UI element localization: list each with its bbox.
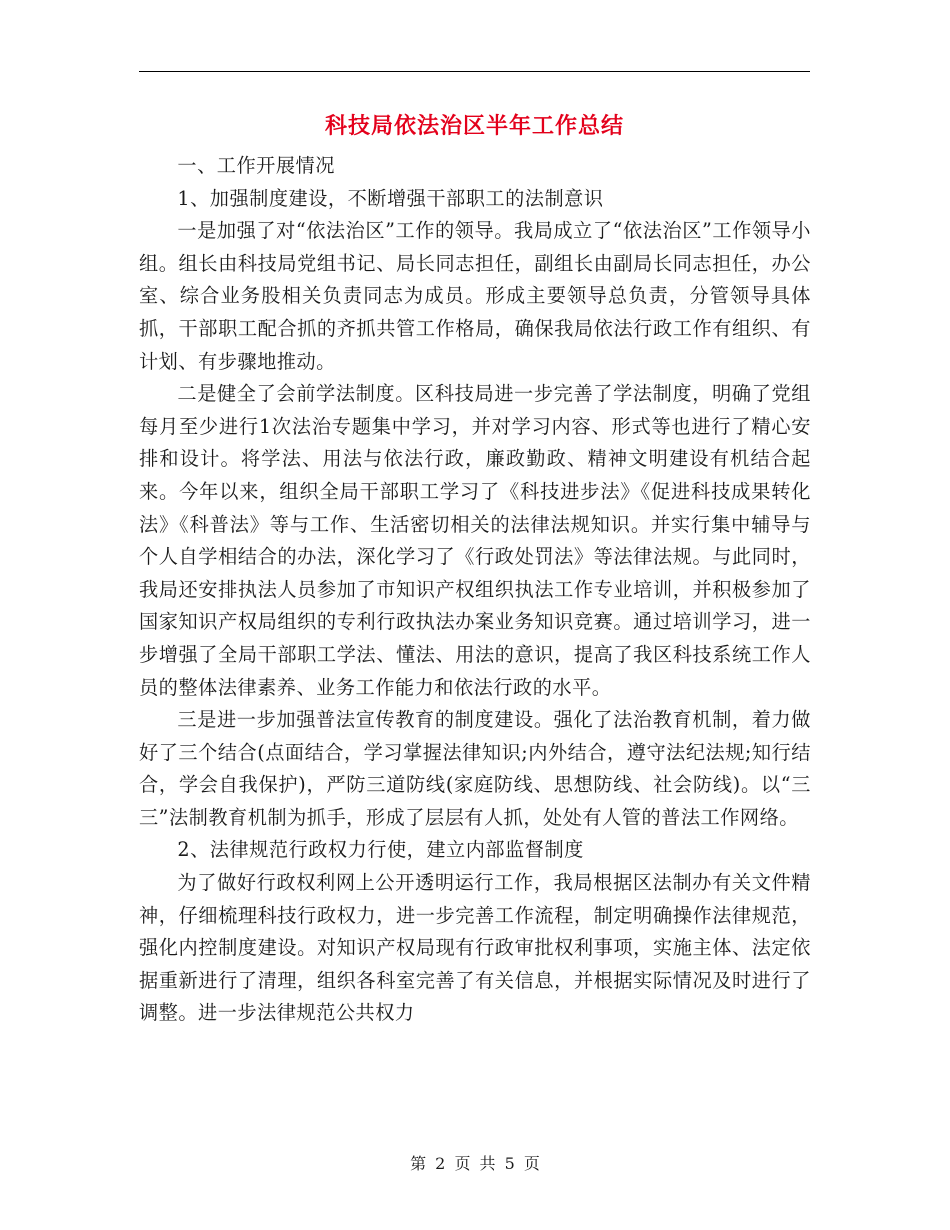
section-heading: 一、工作开展情况 — [177, 154, 335, 177]
body-paragraph: 为了做好行政权利网上公开透明运行工作，我局根据区法制办有关文件精神，仔细梳理科技行政权力，进一步完善工作流程，制定明确操作法律规范，强化内控制度建设。对知识产权局现有行政审批权利事项，实施主体、法定依据重新进行了清理，组织各科室完善了有关信息，并根据实际情况及时进行了调整。进一步法律规范公共权力 — [139, 871, 811, 1025]
header-rule — [139, 71, 810, 72]
body-paragraph: 一是加强了对“依法治区”工作的领导。我局成立了“依法治区”工作领导小组。组长由科技局党组书记、局长同志担任，副组长由副局长同志担任，办公室、综合业务股相关负责同志为成员。形成主要领导总负责，分管领导具体抓，干部职工配合抓的齐抓共管工作格局，确保我局依法行政工作有组织、有计划、有步骤地推动。 — [139, 219, 811, 373]
page-number: 第 2 页 共 5 页 — [410, 1154, 540, 1173]
document-title: 科技局依法治区半年工作总结 — [324, 113, 624, 139]
body-paragraph: 二是健全了会前学法制度。区科技局进一步完善了学法制度，明确了党组每月至少进行1次法治专题集中学习，并对学习内容、形式等也进行了精心安排和设计。将学法、用法与依法行政，廉政勤政、精神文明建设有机结合起来。今年以来，组织全局干部职工学习了《科技进步法》《促进科技成果转化法》《科普法》等与工作、生活密切相关的法律法规知识。并实行集中辅导与个人自学相结合的办法，深化学习了《行政处罚法》等法律法规。与此同时，我局还安排执法人员参加了市知识产权组织执法工作专业培训，并积极参加了国家知识产权局组织的专利行政执法办案业务知识竞赛。通过培训学习，进一步增强了全局干部职工学法、懂法、用法的意识，提高了我区科技系统工作人员的整体法律素养、业务工作能力和依法行政的水平。 — [139, 382, 811, 699]
document-body — [139, 150, 811, 1030]
subsection-heading: 2、法律规范行政权力行使，建立内部监督制度 — [177, 838, 584, 862]
subsection-heading: 1、加强制度建设，不断增强干部职工的法制意识 — [177, 186, 604, 210]
body-paragraph: 三是进一步加强普法宣传教育的制度建设。强化了法治教育机制，着力做好了三个结合(点面结合，学习掌握法律知识;内外结合，遵守法纪法规;知行结合，学会自我保护)，严防三道防线(家庭防线、思想防线、社会防线)。以“三三”法制教育机制为抓手，形成了层层有人抓，处处有人管的普法工作网络。 — [139, 708, 811, 829]
